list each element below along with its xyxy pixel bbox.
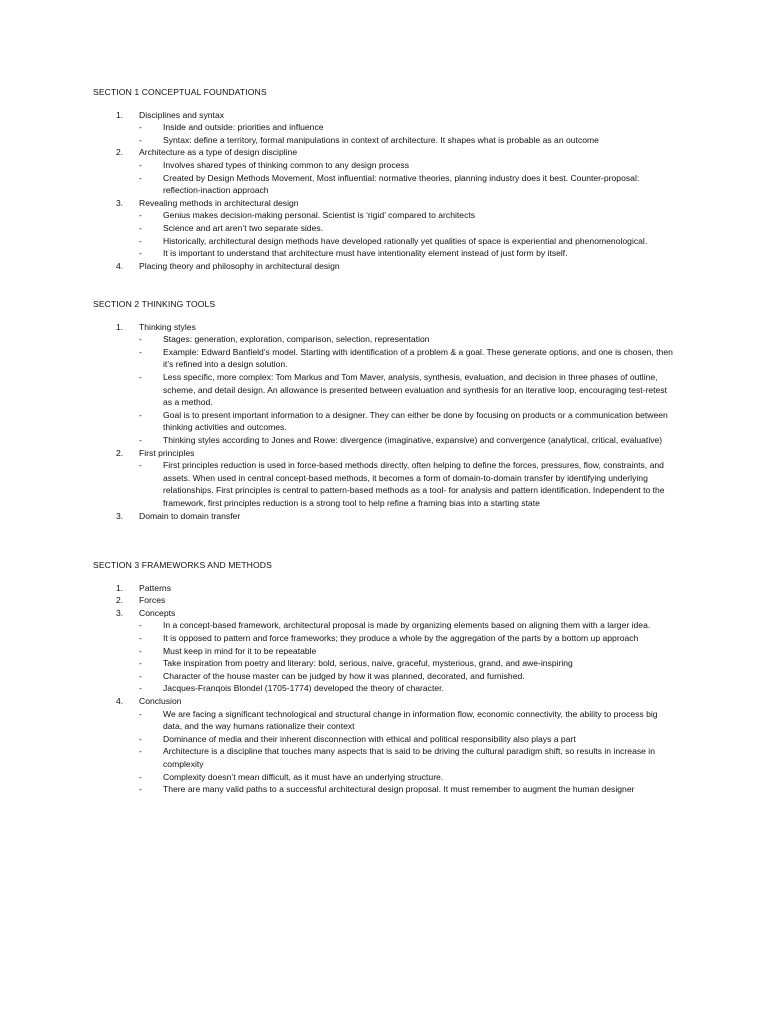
bullet-text: Must keep in mind for it to be repeatable [163,645,317,656]
bullet-text: Genius makes decision-making personal. Scientist is ‘rigid’ compared to architects [163,210,476,221]
bullet-text: Thinking styles according to Jones and Rowe: divergence (imaginative, expansive) and convergence (analytical, critical, evaluative) [163,434,663,445]
list-item [93,695,693,796]
dash-icon: - [139,222,142,233]
list-item [93,447,693,510]
list-item [93,582,693,595]
bullet-text: Dominance of media and their inherent disconnection with ethical and political responsibility also plays a part [163,733,576,744]
bullet-item [139,682,693,695]
dash-icon: - [139,371,142,382]
bullet-item [139,172,693,197]
section-2 [93,298,693,522]
bullet-text: First principles reduction is used in force-based methods directly, often helping to define the forces, pressures, flow, constraints, and assets. When used in central concept-based methods, it becomes a form of domain-to-domain transfer by identifying underlying relationships. First principles is central to pattern-based methods as a tool- for analysis and pattern identification. Independent to the framework, first principles reduction is a strong tool to help refine a framing bias into a starting state [163,460,665,508]
section-items [93,321,693,523]
bullet-text: There are many valid paths to a successful architectural design proposal. It must remember to augment the human designer [163,784,635,795]
item-number: 1. [116,582,124,593]
bullet-item [139,247,693,260]
dash-icon: - [139,645,142,656]
dash-icon: - [139,172,142,183]
bullet-list [139,121,693,146]
section-items [93,109,693,273]
dash-icon: - [139,235,142,246]
dash-icon: - [139,746,142,757]
list-item [93,197,693,260]
dash-icon: - [139,771,142,782]
item-title: Placing theory and philosophy in architectural design [139,260,340,271]
bullet-item [139,222,693,235]
bullet-text: Goal is to present important information to a designer. They can either be done by focusing on products or a communication between thinking activities and outcomes. [163,409,668,433]
bullet-text: In a concept-based framework, architectural proposal is made by organizing elements based on aligning them with a larger idea. [163,620,651,631]
bullet-text: Involves shared types of thinking common to any design process [163,159,410,170]
bullet-item [139,745,693,770]
list-item [93,321,693,447]
item-title: Forces [139,595,166,606]
dash-icon: - [139,159,142,170]
bullet-text: Science and art aren’t two separate sides. [163,222,324,233]
item-title: Thinking styles [139,321,196,332]
list-item [93,594,693,607]
bullet-item [139,209,693,222]
dash-icon: - [139,620,142,631]
section-title: SECTION 3 FRAMEWORKS AND METHODS [93,560,272,570]
dash-icon: - [139,658,142,669]
dash-icon: - [139,708,142,719]
bullet-list [139,619,693,695]
item-number: 1. [116,321,124,332]
item-number: 3. [116,197,124,208]
bullet-text: It is important to understand that architecture must have intentionality element instead of just form by itself. [163,248,568,259]
dash-icon: - [139,134,142,145]
bullet-item [139,657,693,670]
bullet-item [139,733,693,746]
item-title: First principles [139,447,195,458]
dash-icon: - [139,632,142,643]
bullet-item [139,670,693,683]
dash-icon: - [139,346,142,357]
bullet-list [139,209,693,259]
bullet-item [139,434,693,447]
dash-icon: - [139,733,142,744]
list-item [93,260,693,273]
item-title: Patterns [139,582,172,593]
item-number: 4. [116,695,124,706]
bullet-list [139,159,693,197]
dash-icon: - [139,683,142,694]
item-number: 3. [116,607,124,618]
bullet-text: We are facing a significant technological and structural change in information flow, economic connectivity, the ability to process big data, and the way humans rationalize their context [163,708,658,732]
item-number: 2. [116,447,124,458]
section-title: SECTION 2 THINKING TOOLS [93,299,216,309]
bullet-list [139,459,693,509]
item-title: Concepts [139,607,176,618]
bullet-item [139,771,693,784]
item-number: 4. [116,260,124,271]
bullet-item [139,371,693,409]
item-title: Architecture as a type of design discipline [139,147,298,158]
dash-icon: - [139,784,142,795]
bullet-text: Example: Edward Banfield’s model. Starting with identification of a problem & a goal. These generate options, and one is chosen, then it’s refined into a design solution. [163,346,673,370]
bullet-text: Inside and outside: priorities and influence [163,122,324,133]
dash-icon: - [139,670,142,681]
item-title: Disciplines and syntax [139,109,225,120]
bullet-item [139,134,693,147]
dash-icon: - [139,460,142,471]
item-number: 1. [116,109,124,120]
bullet-item [139,159,693,172]
bullet-text: Stages: generation, exploration, comparison, selection, representation [163,334,430,345]
bullet-item [139,645,693,658]
item-number: 2. [116,147,124,158]
bullet-text: Less specific, more complex: Tom Markus and Tom Maver, analysis, synthesis, evaluation, and decision in three phases of outline, scheme, and detail design. An allowance is presented between evaluation and synthesis for an iterative loop, encouraging test-retest as a method. [163,371,668,408]
list-item [93,146,693,196]
bullet-item [139,632,693,645]
list-item [93,109,693,147]
bullet-item [139,708,693,733]
bullet-text: Take inspiration from poetry and literary: bold, serious, naive, graceful, mysterious, grand, and awe-inspiring [163,658,573,669]
dash-icon: - [139,434,142,445]
dash-icon: - [139,210,142,221]
list-item [93,607,693,695]
bullet-item [139,459,693,509]
bullet-text: Character of the house master can be judged by how it was planned, decorated, and furnished. [163,670,525,681]
section-title: SECTION 1 CONCEPTUAL FOUNDATIONS [93,87,267,97]
bullet-item [139,409,693,434]
bullet-text: Complexity doesn’t mean difficult, as it must have an underlying structure. [163,771,444,782]
section-3 [93,559,693,796]
bullet-text: Jacques-Franqois Blondel (1705-1774) developed the theory of character. [163,683,444,694]
item-number: 3. [116,510,124,521]
item-title: Revealing methods in architectural design [139,197,299,208]
item-number: 2. [116,595,124,606]
item-title: Conclusion [139,695,182,706]
dash-icon: - [139,248,142,259]
bullet-item [139,619,693,632]
bullet-list [139,333,693,446]
dash-icon: - [139,409,142,420]
bullet-text: Created by Design Methods Movement, Most influential: normative theories, planning industry does it best. Counter-proposal: reflection-inaction approach [163,172,640,196]
bullet-item [139,333,693,346]
bullet-list [139,708,693,796]
list-item [93,510,693,523]
bullet-item [139,235,693,248]
bullet-text: Architecture is a discipline that touches many aspects that is said to be driving the cultural paradigm shift, so results in increase in complexity [163,746,655,769]
bullet-text: It is opposed to pattern and force frameworks; they produce a whole by the aggregation of the parts by a bottom up approach [163,632,639,643]
section-1 [93,86,693,272]
dash-icon: - [139,334,142,345]
bullet-item [139,121,693,134]
bullet-text: Syntax: define a territory, formal manipulations in context of architecture. It shapes what is probable as an outcome [163,134,599,145]
item-title: Domain to domain transfer [139,510,241,521]
section-items [93,582,693,796]
dash-icon: - [139,122,142,133]
bullet-text: Historically, architectural design methods have developed rationally yet qualities of space is experiential and phenomenological. [163,235,648,246]
bullet-item [139,783,693,796]
bullet-item [139,346,693,371]
